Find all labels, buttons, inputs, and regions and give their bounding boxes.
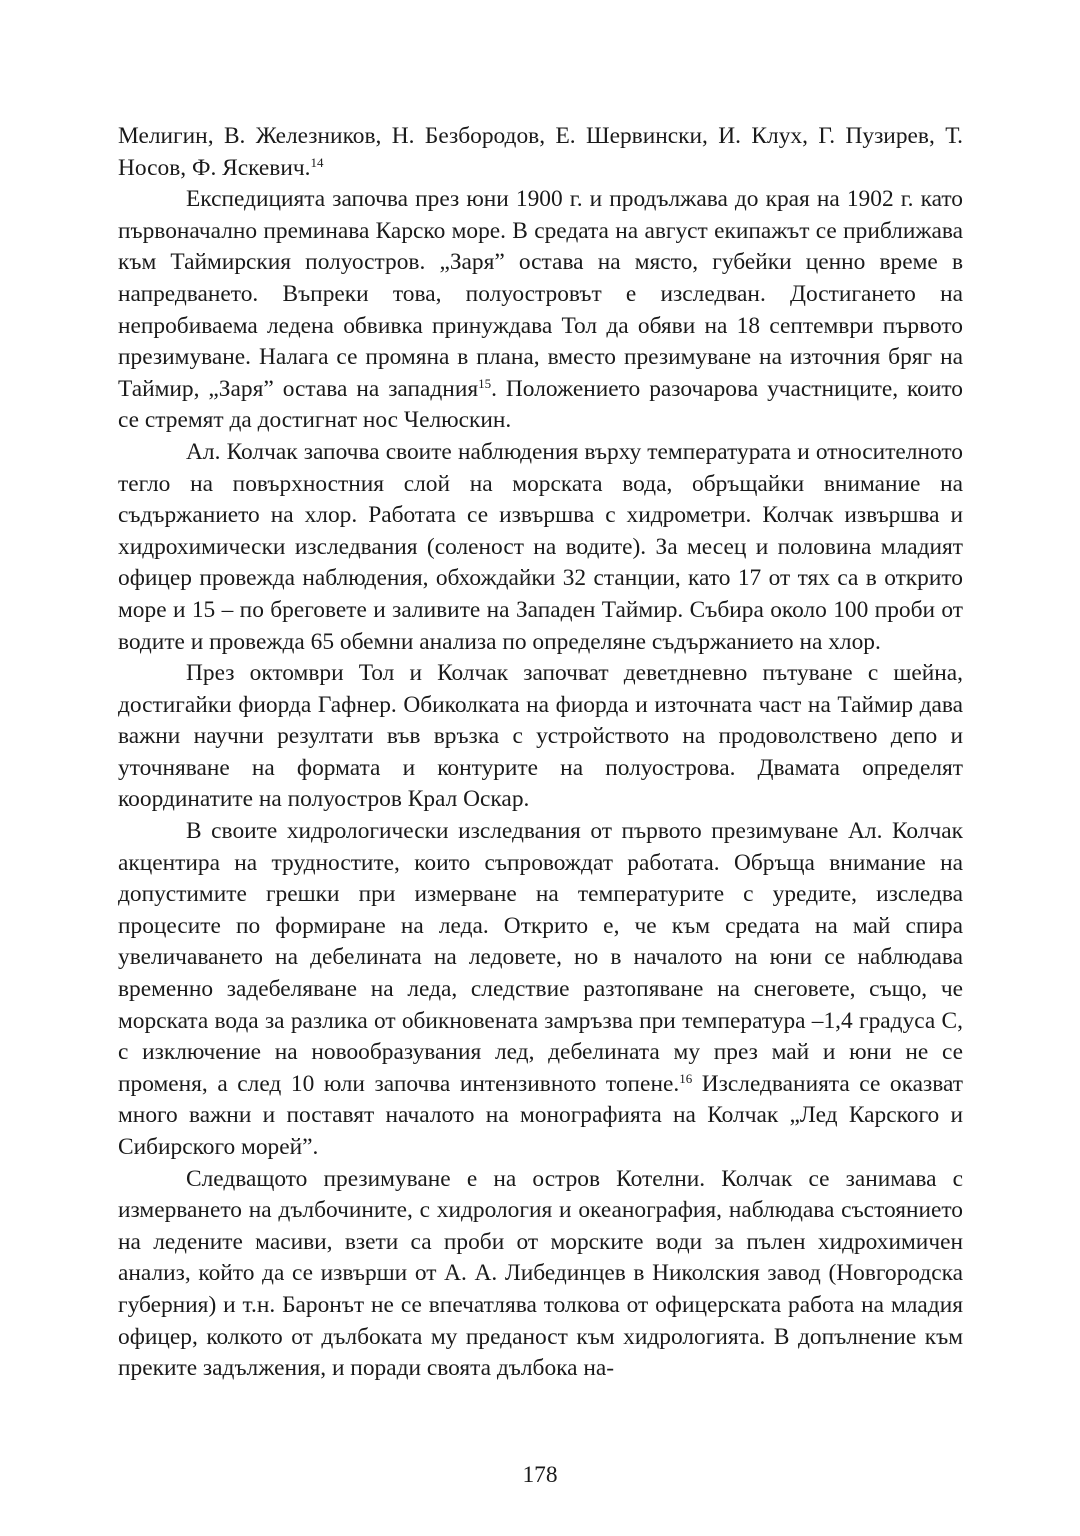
footnote-ref[interactable]: 16 bbox=[679, 1070, 693, 1086]
paragraph-hydrology bbox=[118, 816, 963, 1164]
paragraph-text: В своите хидрологически изследвания от първото презимуване Ал. Колчак акцентира на трудностите, които съпровождат работата. Обръща внимание на допустимите грешки при измерване на температурите с уредите, изследва процесите по формиране на леда. Открито е, че към средата на май спира увеличаването на дебелината на ледовете, но в началото на юни се наблюдава временно задебеляване на леда, следствие разтопяване на снеговете, също, че морската вода за разлика от обикновената замръзва при температура –1,4 градуса С, с изключение на новообразувания лед, дебелината му през май и юни не се променя, а след 10 юли започва интензивното топене. bbox=[118, 818, 963, 1097]
paragraph-expedition bbox=[118, 184, 963, 437]
page-body bbox=[118, 121, 963, 1385]
paragraph-text-tail: . Положението разочарова участниците, които се стремят да достигнат нос Челюскин. bbox=[118, 375, 964, 434]
paragraph-text-tail: Изследванията се оказват много важни и поставят началото на монографията на Колчак „Лед Карского и Сибирского морей”. bbox=[118, 1070, 963, 1160]
footnote-ref[interactable]: 14 bbox=[310, 154, 324, 170]
paragraph-sledge-journey bbox=[118, 658, 963, 816]
footnote-ref[interactable]: 15 bbox=[478, 375, 492, 391]
paragraph-crew-list bbox=[118, 121, 963, 184]
paragraph-text: През октомври Тол и Колчак започват деветдневно пътуване с шейна, достигайки фиорда Гафнер. Обиколката на фиорда и източната част на Таймир дава важни научни резултати във връзка с устройството на продоволствено депо и уточняване на формата и контурите на полуострова. Двамата определят координатите на полуостров Крал Оскар. bbox=[118, 660, 963, 813]
page-number: 178 bbox=[522, 1462, 558, 1488]
paragraph-text: Ал. Колчак започва своите наблюдения върху температурата и относителното тегло на повърхностния слой на морската вода, обръщайки внимание на съдържанието на хлор. Работата се извършва с хидрометри. Колчак извършва и хидрохимически изследвания (соленост на водите). За месец и половина младият офицер провежда наблюдения, обхождайки 32 станции, като 17 от тях са в открито море и 15 – по бреговете и заливите на Западен Таймир. Събира около 100 проби от водите и провежда 65 обемни анализа по определяне съдържанието на хлор. bbox=[118, 438, 963, 655]
paragraph-observations bbox=[118, 437, 963, 658]
paragraph-text: Следващото презимуване е на остров Котелни. Колчак се занимава с измерването на дълбочините, с хидрология и океанография, наблюдава състоянието на ледените масиви, взети са проби от морските води за пълен хидрохимичен анализ, който да се извърши от А. А. Либединцев в Николския завод (Новгородска губерния) и т.н. Баронът не се впечатлява толкова от офицерската работа на младия офицер, колкото от дълбоката му преданост към хидрологията. В допълнение към преките задължения, и поради своята дълбока на- bbox=[118, 1165, 963, 1382]
paragraph-text: Мелигин, В. Железников, Н. Безбородов, Е. Шервински, И. Клух, Г. Пузирев, Т. Носов, Ф. Яскевич. bbox=[118, 123, 963, 181]
paragraph-text: Експедицията започва през юни 1900 г. и продължава до края на 1902 г. като първоначално преминава Карско море. В средата на август екипажът се приближава към Таймирския полуостров. „Заря” остава на място, губейки ценно време в напредването. Въпреки това, полуостровът е изследван. Достигането на непробиваема ледена обвивка принуждава Тол да обяви на 18 септември първото презимуване. Налага се промяна в плана, вместо презимуване на източния бряг на Таймир, „Заря” остава на западния bbox=[118, 186, 963, 402]
paragraph-second-wintering bbox=[118, 1164, 963, 1385]
